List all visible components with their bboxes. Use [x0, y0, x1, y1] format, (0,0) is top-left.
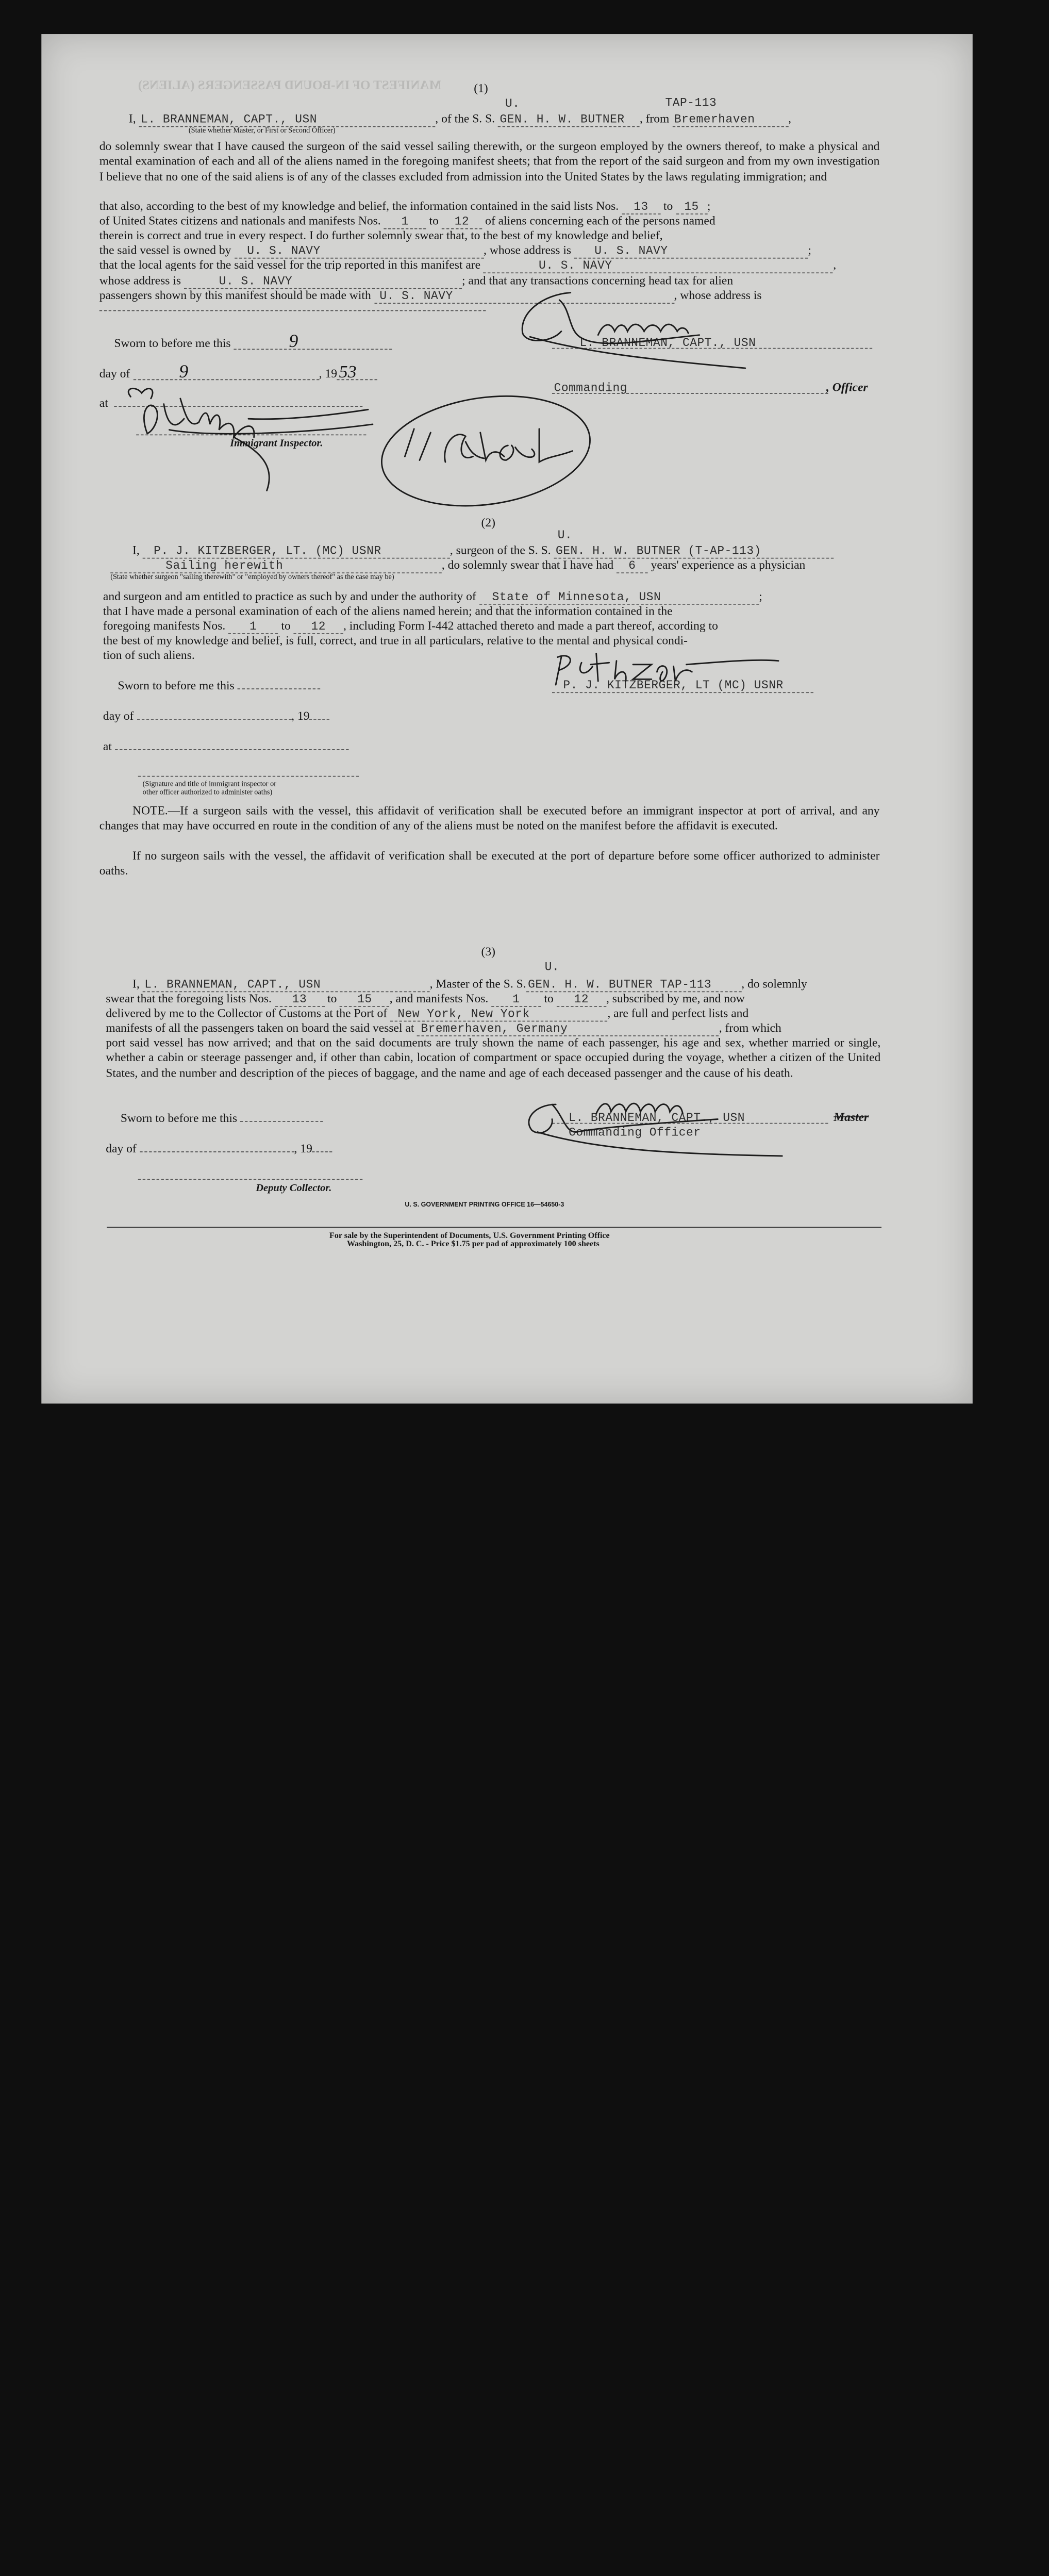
section-1-manifest-line	[99, 213, 715, 229]
master-signature-2	[515, 1068, 792, 1160]
section-3-lists-line	[106, 991, 744, 1006]
deputy-line	[138, 1179, 363, 1180]
eleven-stats-stamp	[377, 392, 598, 516]
section-2-at	[103, 739, 348, 753]
printing-office-line: U. S. GOVERNMENT PRINTING OFFICE 16—54650-3	[405, 1202, 564, 1209]
section-3-typed-name: L. BRANNEMAN, CAPT., USN	[569, 1111, 745, 1125]
section-1-day-of	[99, 361, 378, 382]
sig-note-2: other officer authorized to administer oaths)	[142, 787, 273, 797]
at-label: at	[103, 739, 112, 753]
section-2-tion-line: tion of such aliens.	[103, 648, 195, 662]
years-field: 6	[617, 558, 648, 573]
tax-with-label: passengers shown by this manifest should be made with	[99, 288, 371, 302]
lists-from-field: 13	[275, 992, 324, 1007]
master-struck-label: Master	[834, 1110, 869, 1124]
year-prefix: , 19	[294, 1141, 312, 1155]
sworn-day-field	[238, 688, 321, 689]
section-2-typed-name: P. J. KITZBERGER, LT (MC) USNR	[563, 678, 784, 692]
to-word: to	[281, 618, 291, 633]
surgeon-ship-field: GEN. H. W. BUTNER (T-AP-113)	[554, 544, 834, 559]
of-the-label: , of the S. S.	[435, 111, 495, 125]
day-of-label: day of	[103, 708, 134, 723]
section-2-first-line	[132, 543, 834, 558]
section-2-exam-line: that I have made a personal examination of each of the aliens named herein; and that the information contained in the	[103, 603, 673, 618]
manifest-to-field: 12	[557, 992, 606, 1007]
section-2-sailing-line	[110, 558, 805, 573]
section-2-best-line: the best of my knowledge and belief, is full, correct, and true in all particulars, relative to the mental and physical condi-	[103, 633, 688, 647]
commanding-officer-label: Commanding Officer	[569, 1126, 701, 1140]
sworn-label: Sworn to before me this	[120, 1111, 238, 1125]
day-of-label: day of	[99, 366, 130, 381]
lists-to-field: 15	[340, 992, 389, 1007]
owner-address-label: , whose address is	[484, 243, 572, 257]
agents-address-label: whose address is	[99, 273, 181, 287]
section-1-at: at	[99, 395, 108, 410]
section-1-paragraph: do solemnly swear that I have caused the surgeon of the said vessel sailing therewith, or the surgeon employed by the owners thereof, to make a physical and mental examination of each and all of the aliens named in the foregoing manifest sheets; that from the report of the said surgeon and from my own investigation I believe that no one of the said aliens is of any of the classes excluded from admission into the United States by the laws regulating immigration; and	[99, 139, 880, 183]
section-1-sworn	[114, 331, 392, 352]
section-1-correct-line: therein is correct and true in every respect. I do further solemnly swear that, to the best of my knowledge and belief,	[99, 228, 663, 242]
sworn-label: Sworn to before me this	[118, 678, 235, 692]
owned-label: the said vessel is owned by	[99, 243, 231, 257]
ship-name-field: GEN. H. W. BUTNER TAP-113	[526, 978, 742, 993]
foregoing-label: foregoing manifests Nos.	[103, 618, 226, 633]
manifest-label: of United States citizens and nationals and manifests Nos.	[99, 213, 381, 227]
master-signature	[515, 276, 755, 377]
section-2-authority-line: and surgeon and am entitled to practice as such by and under the authority of State of Minnesota, USN ;	[103, 589, 762, 604]
inspector-signature	[120, 382, 387, 502]
officer-signature-line	[138, 776, 359, 777]
month-field	[137, 719, 291, 720]
authority-label: and surgeon and am entitled to practice as such by and under the authority of	[103, 589, 476, 603]
lead-i: I,	[132, 543, 140, 557]
immigrant-inspector-label: Immigrant Inspector.	[230, 438, 323, 450]
to-word: to	[327, 991, 337, 1005]
master-name-field: L. BRANNEMAN, CAPT., USN	[143, 978, 430, 993]
master-name-field: L. BRANNEMAN, CAPT., USN	[139, 112, 436, 127]
section-3-day-of	[106, 1141, 332, 1155]
to-word: to	[544, 991, 554, 1005]
taken-label: manifests of all the passengers taken on board the said vessel at	[106, 1020, 414, 1035]
agents-field: U. S. NAVY	[484, 259, 833, 274]
section-1-u: U.	[505, 96, 520, 111]
commanding-label: Commanding	[554, 381, 628, 395]
master-of-label: , Master of the S. S.	[429, 976, 526, 990]
port-field: New York, New York	[390, 1007, 607, 1022]
tax-with-field: U. S. NAVY	[374, 289, 674, 304]
to-word: to	[663, 199, 673, 213]
to-word: to	[429, 213, 439, 227]
lists-label: swear that the foregoing lists Nos.	[106, 991, 272, 1005]
manifest-post-label: , subscribed by me, and now	[606, 991, 745, 1005]
section-1-typed-name: L. BRANNEMAN, CAPT., USN	[579, 336, 756, 350]
years-post-label: years' experience as a physician	[651, 557, 806, 572]
section-2-number: (2)	[481, 515, 496, 530]
lists-to-field: 15	[676, 200, 707, 214]
agents-label: that the local agents for the said vessel for the trip reported in this manifest are	[99, 257, 481, 272]
section-3-first-line	[132, 977, 807, 992]
master-state-note: (State whether Master, or First or Second Officer)	[188, 126, 336, 135]
sailing-field: Sailing herewith	[110, 558, 442, 573]
bleed-through-text: MANIFEST OF IN-BOUND PASSENGERS (ALIENS)	[138, 79, 442, 93]
year-field	[309, 719, 329, 720]
note-paragraph-2: If no surgeon sails with the vessel, the affidavit of verification shall be executed at the port of departure before some officer authorized to administer oaths.	[99, 848, 880, 878]
lead-i: I,	[132, 976, 140, 990]
foregoing-post-label: , including Form I-442 attached thereto and made a part thereof, according to	[343, 618, 718, 633]
owner-field: U. S. NAVY	[234, 244, 484, 259]
year-prefix: , 19	[291, 708, 310, 723]
sale-line-1: For sale by the Superintendent of Documents, U.S. Government Printing Office	[329, 1230, 610, 1240]
section-1-agents-line: that the local agents for the said vessel for the trip reported in this manifest are U. S. NAVY ,	[99, 257, 837, 273]
ship-name-field: GEN. H. W. BUTNER	[498, 112, 640, 127]
delivered-label: delivered by me to the Collector of Customs at the Port of	[106, 1006, 388, 1020]
sig-note-1: (Signature and title of immigrant inspector or	[142, 779, 277, 788]
section-3-taken-line	[106, 1021, 781, 1036]
delivered-post-label: , are full and perfect lists and	[607, 1006, 749, 1020]
section-1-first-line: I, L. BRANNEMAN, CAPT., USN , of the S. S. GEN. H. W. BUTNER , from Bremerhaven ,	[128, 111, 792, 126]
day-of-label: day of	[106, 1141, 137, 1155]
sale-line-2: Washington, 25, D. C. - Price $1.75 per pad of approximately 100 sheets	[346, 1239, 600, 1248]
lists-from-field: 13	[622, 200, 660, 214]
section-2-foregoing-line	[103, 619, 718, 634]
section-1-lists-line: that also, according to the best of my knowledge and belief, the information contained in the said lists Nos. 13 to 15 ;	[99, 199, 711, 214]
at-field	[115, 749, 348, 750]
month-field: 9	[133, 366, 319, 381]
note-paragraph-1: NOTE.—If a surgeon sails with the vessel, this affidavit of verification shall be executed before an immigrant inspector at port of arrival, and any changes that may have occurred en route in the condition of any of the aliens must be noted on the manifest before the affidavit is executed.	[99, 803, 880, 833]
taken-port-field: Bremerhaven, Germany	[417, 1021, 719, 1036]
sworn-day-field: 9	[234, 335, 392, 350]
section-1-ship-code: TAP-113	[665, 95, 717, 110]
sworn-day-field	[240, 1121, 323, 1122]
section-3-number: (3)	[481, 944, 496, 959]
section-3-delivered-line	[106, 1006, 748, 1021]
surgeon-signature	[548, 645, 788, 700]
deputy-collector-label: Deputy Collector.	[256, 1182, 332, 1194]
lists-label: that also, according to the best of my knowledge and belief, the information contained in the said lists Nos.	[99, 199, 619, 213]
manifest-to-field: 12	[442, 214, 482, 229]
section-2-u: U.	[557, 528, 573, 542]
section-1-number: (1)	[474, 81, 488, 95]
authority-field: State of Minnesota, USN	[479, 590, 759, 605]
officer-label: , Officer	[826, 380, 868, 394]
tax-address-label: , whose address is	[674, 288, 762, 302]
sworn-label: Sworn to before me this	[114, 336, 231, 350]
from-port-field: Bremerhaven	[672, 112, 788, 127]
manifest-label: , and manifests Nos.	[389, 991, 489, 1005]
year-field	[312, 1151, 332, 1152]
surgeon-of-label: , surgeon of the S. S.	[449, 543, 551, 557]
year-prefix: , 19	[319, 366, 338, 381]
footer-rule	[107, 1227, 881, 1228]
from-label: , from	[639, 111, 670, 125]
section-3-sworn	[121, 1111, 323, 1125]
section-2-day-of	[103, 708, 330, 722]
swear-label: , do solemnly swear that I have had	[441, 557, 614, 572]
surgeon-name-field: P. J. KITZBERGER, LT. (MC) USNR	[143, 544, 450, 559]
manifest-post-label: of aliens concerning each of the persons named	[485, 213, 715, 227]
manifest-from-field: 1	[491, 992, 541, 1007]
month-field	[140, 1151, 294, 1152]
head-tax-label: ; and that any transactions concerning head tax for alien	[461, 273, 734, 287]
section-2-sworn	[118, 679, 320, 692]
foregoing-from-field: 1	[228, 619, 278, 634]
swear-label: , do solemnly	[741, 976, 807, 990]
section-1-owned-line: the said vessel is owned by U. S. NAVY , whose address is U. S. NAVY ;	[99, 243, 811, 258]
lead-i: I,	[128, 111, 136, 125]
foregoing-to-field: 12	[294, 619, 343, 634]
section-3-paragraph: port said vessel has now arrived; and that on the said documents are truly shown the name of each passenger, his age and sex, whether married or single, whether a cabin or steerage passenger and, if other than cabin, location of compartment or space occupied during the voyage, whether a citizen of the United States, and the number and description of the pieces of baggage, and the name and age of each deceased passenger and the cause of his death.	[106, 1035, 881, 1080]
manifest-from-field: 1	[384, 214, 426, 229]
surgeon-state-note: (State whether surgeon "sailing therewith" or "employed by owners thereof" as the case may be)	[110, 572, 394, 581]
blank-address-line	[99, 310, 486, 311]
section-3-u: U.	[544, 960, 560, 974]
owner-address-field: U. S. NAVY	[574, 244, 808, 259]
agents-address-field: U. S. NAVY	[184, 274, 462, 289]
taken-post-label: , from which	[719, 1020, 781, 1035]
year-field: 53	[337, 366, 378, 381]
